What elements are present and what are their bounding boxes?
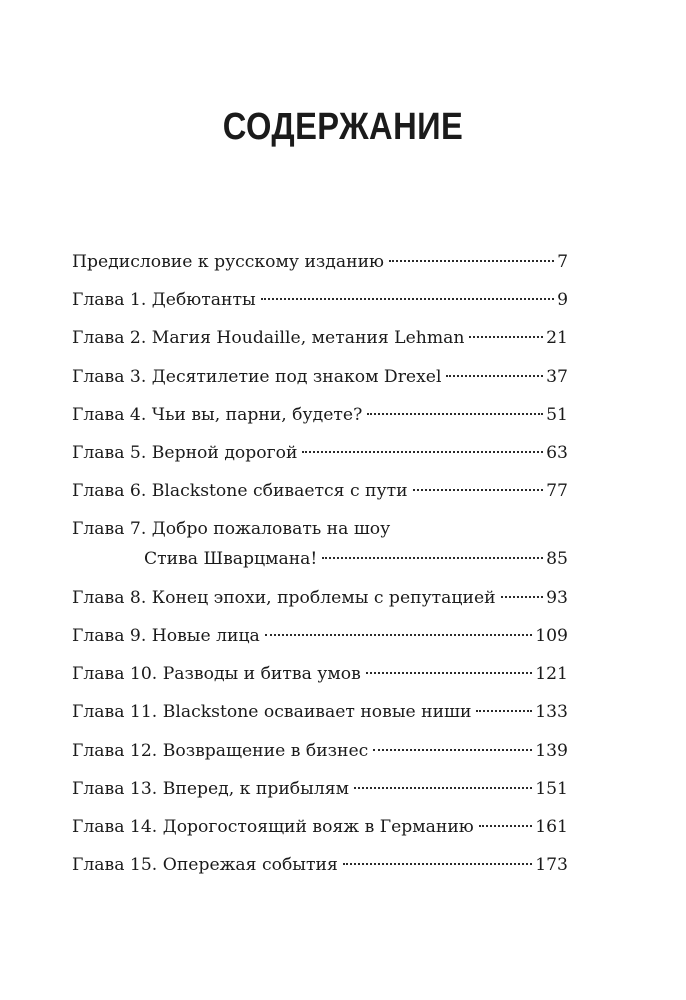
dot-leader [446, 375, 543, 377]
dot-leader [367, 413, 543, 415]
toc-entry-page: 93 [546, 587, 568, 608]
toc-entry-page: 37 [546, 366, 568, 387]
toc-entry-label: Глава 3. Десятилетие под знаком Drexel [72, 366, 442, 387]
dot-leader [265, 634, 532, 636]
toc-entry[interactable] [72, 584, 568, 622]
toc-entry[interactable] [72, 813, 568, 851]
dot-leader [322, 557, 543, 559]
toc-entry[interactable] [72, 401, 568, 439]
toc-entry-label: Глава 6. Blackstone сбивается с пути [72, 481, 408, 502]
toc-entry-page: 51 [546, 404, 568, 425]
toc-entry-label: Глава 7. Добро пожаловать на шоу [72, 519, 391, 540]
toc-entry[interactable] [72, 622, 568, 660]
toc-entry-page: 161 [535, 816, 568, 837]
dot-leader [476, 710, 532, 712]
toc-entry-page: 133 [535, 702, 568, 723]
dot-leader [373, 749, 532, 751]
toc-entry-label: Глава 2. Магия Houdaille, метания Lehman [72, 328, 465, 349]
toc-entry-label: Глава 10. Разводы и битва умов [72, 664, 361, 685]
toc-entry-label: Глава 1. Дебютанты [72, 290, 256, 311]
dot-leader [302, 451, 543, 453]
toc-entry[interactable] [72, 775, 568, 813]
toc-entry-page: 109 [535, 626, 568, 646]
toc-entry-page: 139 [535, 740, 568, 761]
dot-leader [389, 260, 554, 262]
page-title: СОДЕРЖАНИЕ [222, 106, 464, 148]
toc-entry[interactable] [72, 698, 568, 736]
toc-entry-page: 151 [535, 778, 568, 799]
toc-entry[interactable] [72, 439, 568, 477]
dot-leader [343, 863, 532, 865]
dot-leader [469, 336, 543, 338]
toc-entry-label: Глава 4. Чьи вы, парни, будете? [72, 404, 363, 425]
toc-entry-page: 77 [546, 481, 568, 502]
toc-entry-page: 173 [535, 855, 568, 876]
toc-entry[interactable] [72, 286, 568, 324]
toc-entry-label: Глава 9. Новые лица [72, 626, 260, 646]
dot-leader [501, 596, 544, 598]
dot-leader [366, 672, 532, 674]
dot-leader [479, 825, 532, 827]
dot-leader [413, 489, 544, 491]
toc-entry-label: Глава 14. Дорогостоящий вояж в Германию [72, 816, 474, 837]
toc-entry-page: 9 [557, 290, 568, 311]
table-of-contents [72, 248, 568, 889]
toc-entry[interactable] [72, 363, 568, 401]
toc-entry-label: Глава 13. Вперед, к прибылям [72, 778, 349, 799]
dot-leader [354, 787, 532, 789]
toc-entry[interactable] [72, 477, 568, 515]
toc-entry-label-continued: Стива Шварцмана! [144, 549, 318, 570]
toc-entry-label: Глава 11. Blackstone осваивает новые ниши [72, 702, 472, 723]
toc-entry-label: Глава 12. Возвращение в бизнес [72, 740, 369, 761]
toc-entry[interactable] [72, 737, 568, 775]
toc-entry-page: 7 [557, 252, 568, 272]
toc-entry[interactable] [72, 324, 568, 362]
toc-entry-label: Предисловие к русскому изданию [72, 252, 385, 272]
toc-entry[interactable] [72, 248, 568, 286]
dot-leader [261, 298, 554, 300]
toc-entry-label: Глава 8. Конец эпохи, проблемы с репутацией [72, 587, 496, 608]
toc-entry-page: 21 [546, 328, 568, 349]
toc-entry[interactable] [72, 851, 568, 889]
toc-entry-label: Глава 5. Верной дорогой [72, 442, 298, 463]
toc-entry[interactable] [72, 660, 568, 698]
toc-entry[interactable] [72, 515, 568, 584]
toc-entry-page: 63 [546, 442, 568, 463]
toc-entry-page: 121 [535, 664, 568, 685]
toc-entry-label: Глава 15. Опережая события [72, 855, 338, 876]
toc-entry-page: 85 [546, 549, 568, 570]
